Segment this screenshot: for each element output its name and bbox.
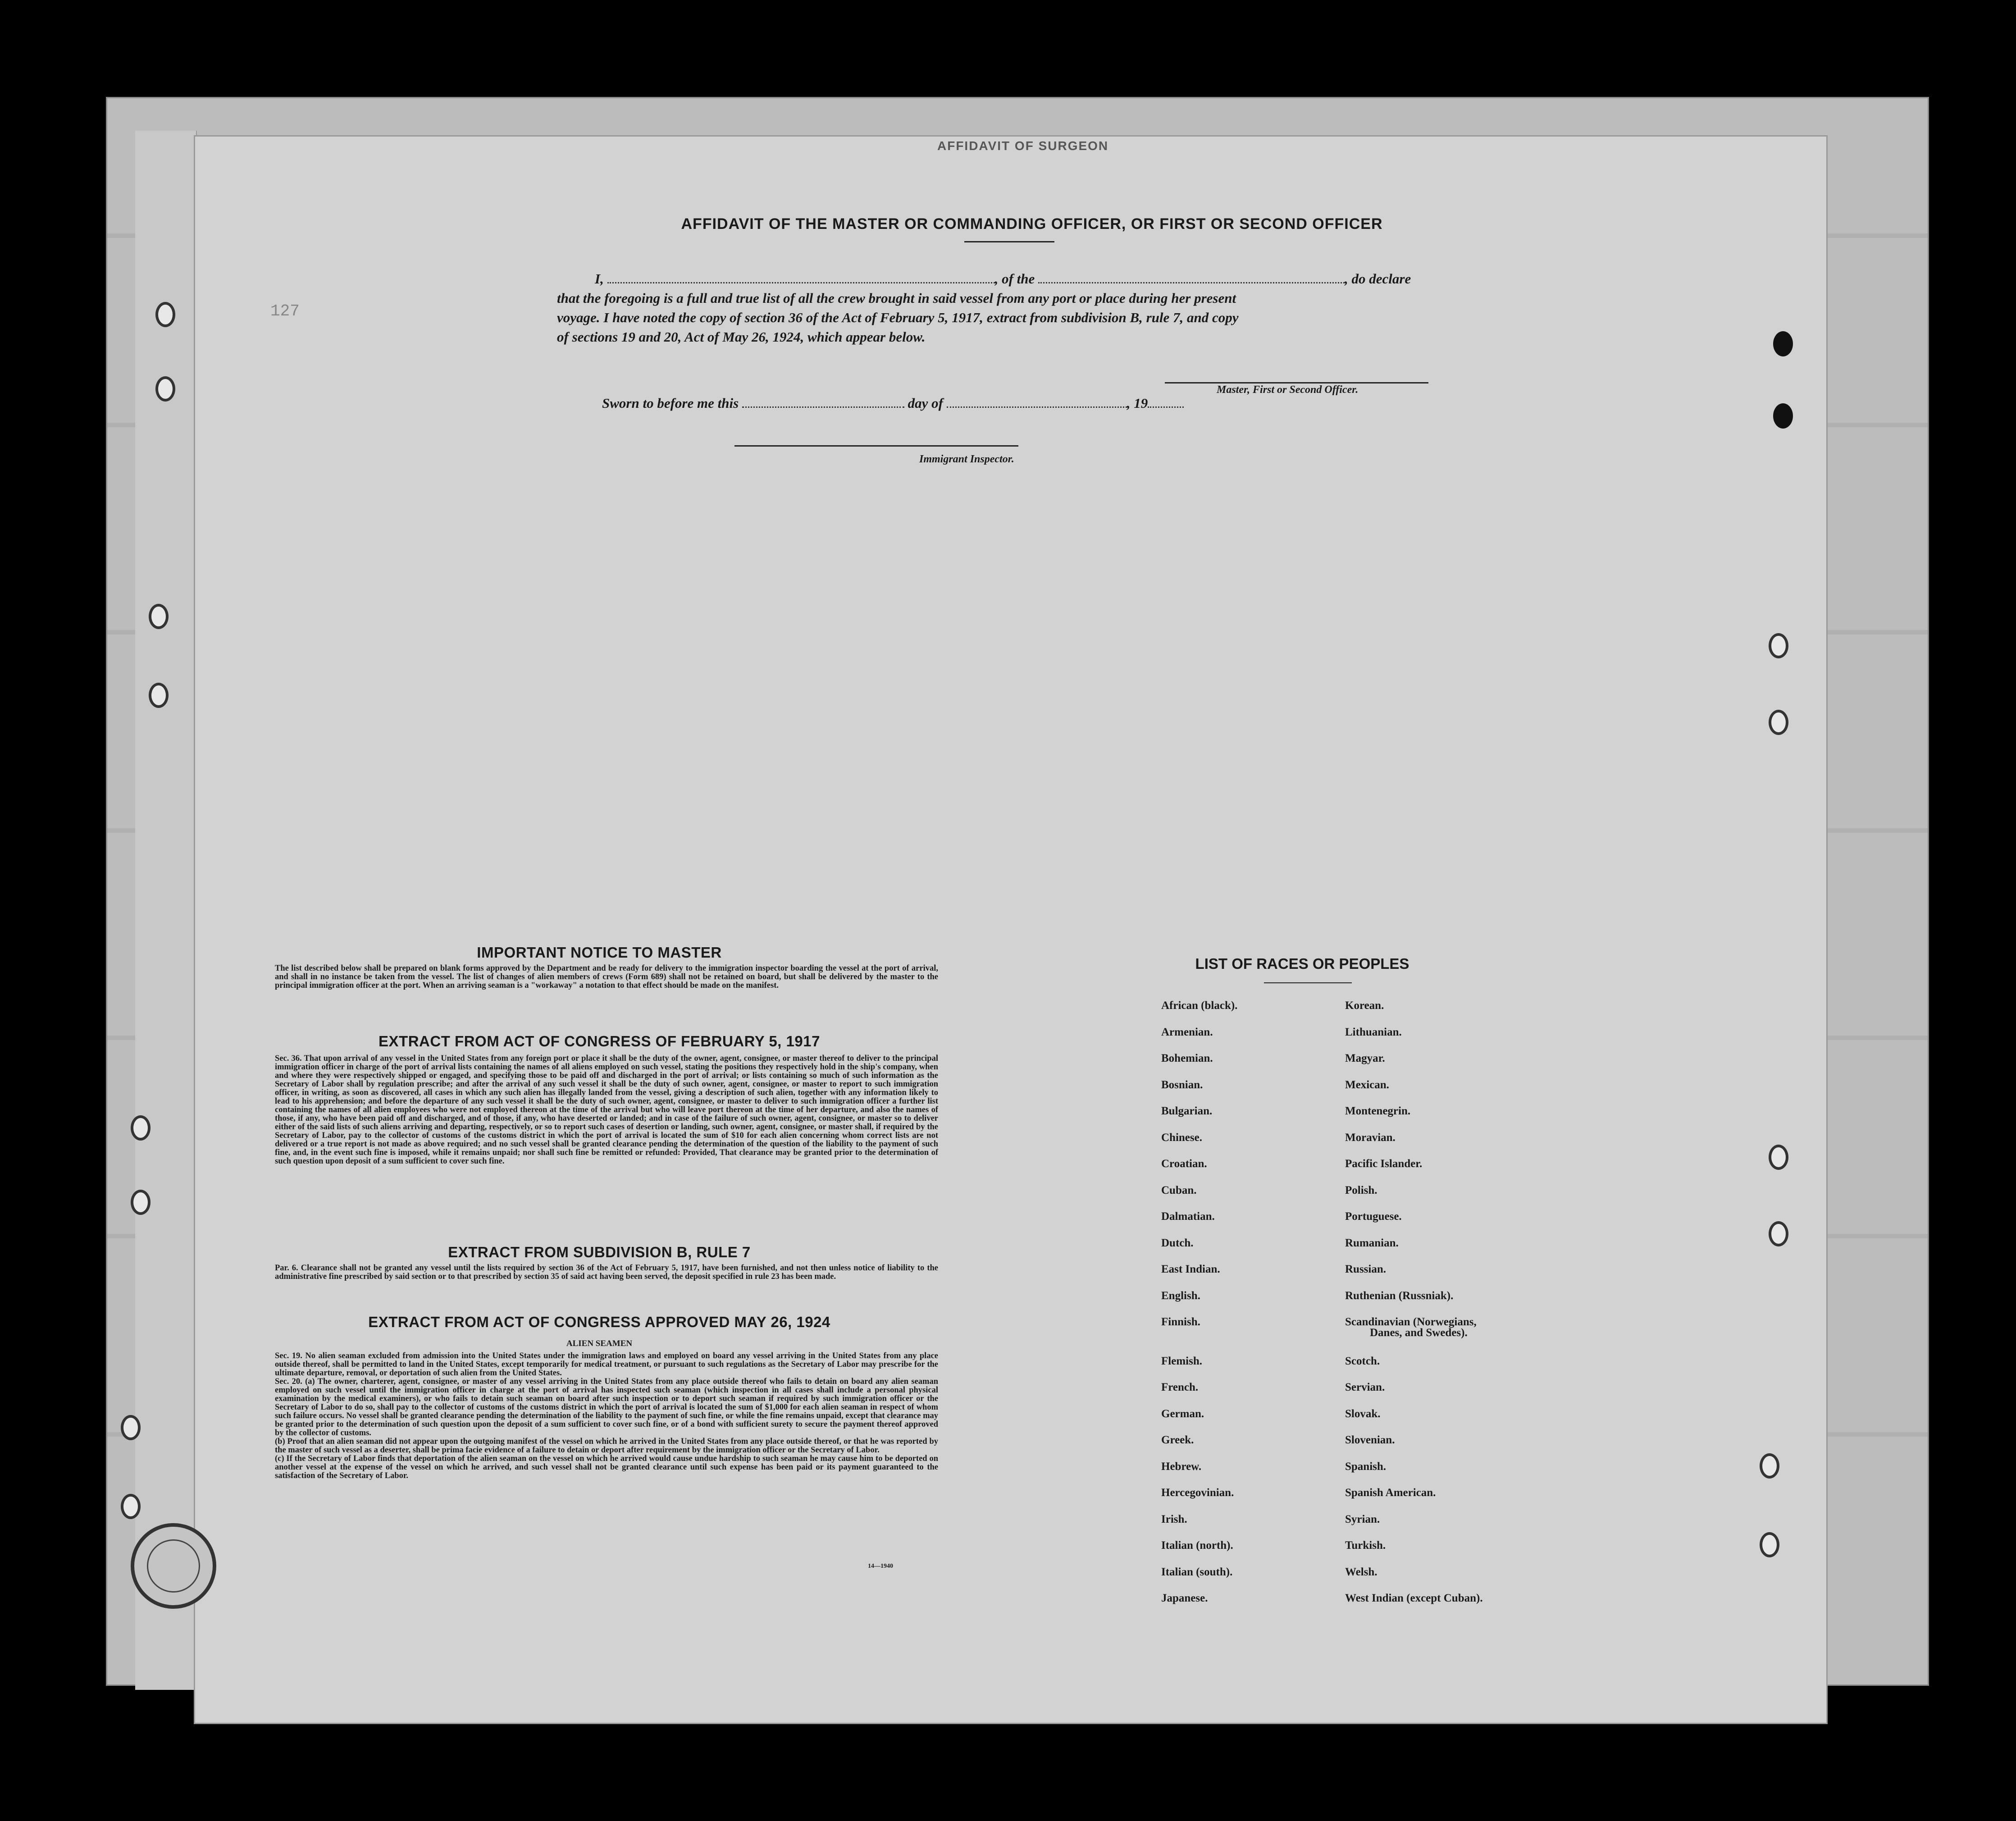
- race-item: Italian (south).: [1161, 1565, 1233, 1578]
- punch-hole: [1773, 331, 1793, 356]
- race-item: Croatian.: [1161, 1158, 1207, 1170]
- race-item: Servian.: [1345, 1381, 1385, 1393]
- race-item: Portuguese.: [1345, 1210, 1402, 1223]
- punch-hole: [1769, 1145, 1788, 1170]
- name-field[interactable]: [607, 282, 995, 283]
- race-item: Hercegovinian.: [1161, 1487, 1234, 1499]
- extract-1917-title: EXTRACT FROM ACT OF CONGRESS OF FEBRUARY 5, 1917: [379, 1033, 820, 1050]
- extract-1924-text: Sec. 19. No alien seaman excluded from admission into the United States under the immigration laws and employed on board any vessel arriving in the United States from any place outside thereof, shall be permitted to land in the United States, except temporarily for medical treatment, or pursuant to such regulations as the Secretary of Labor may prescribe for the ultimate departure, removal, or deportation of such alien from the United States. Sec. 20. (a) The owner, charterer, agent, consignee, or master of any vessel arriving in the United States from any place outside thereof who fails to detain on board any alien seaman employed on such vessel until the immigration officer in charge at the port of arrival has inspected such seaman (which inspection in all cases shall include a personal physical examination by the medical examiners), or who fails to detain such seaman on board after such inspection or to deport such seaman if required by such immigration officer or the Secretary of Labor to do so, shall pay to the collector of customs of the customs district in which the port of arrival is located the sum of $1,000 for each alien seaman in respect of whom such failure occurs. No vessel shall be granted clearance pending the determination of the liability to the payment of such fine, or while the fine remains unpaid, except that clearance may be granted prior to the determination of such question upon the deposit of a sum sufficient to cover such fine, or of a bond with sufficient surety to secure the payment thereof approved by the collector of customs. (b) Proof that an alien seaman did not appear upon the outgoing manifest of the vessel on which he arrived in the United States from any place outside thereof, or that he was reported by the master of such vessel as a deserter, shall be prima facie evidence of a failure to detain or deport after requirement by the immigration officer or the Secretary of Labor. (c) If the Secretary of Labor finds that deportation of the alien seaman on the vessel on which he arrived would cause undue hardship to such seaman he may cause him to be deported on another vessel at the expense of the vessel on which he arrived, and such vessel shall not be granted clearance until such expense has been paid or its payment guaranteed to the satisfaction of the Secretary of Labor.: [275, 1351, 938, 1480]
- punch-hole: [149, 604, 169, 629]
- inspector-signature-line[interactable]: [734, 445, 1018, 447]
- race-item: Montenegrin.: [1345, 1105, 1411, 1117]
- race-item: Spanish American.: [1345, 1487, 1436, 1499]
- race-item: German.: [1161, 1407, 1204, 1420]
- sworn-line: Sworn to before me this day of , 19: [602, 393, 1278, 413]
- race-item: Japanese.: [1161, 1592, 1208, 1604]
- sworn-month-field[interactable]: [947, 406, 1127, 408]
- master-signature-line[interactable]: [1165, 382, 1428, 383]
- punch-hole: [1769, 633, 1788, 658]
- race-item: Armenian.: [1161, 1026, 1213, 1038]
- punch-hole: [121, 1415, 141, 1440]
- race-item: Spanish.: [1345, 1460, 1387, 1473]
- race-item: Cuban.: [1161, 1184, 1197, 1196]
- rule7-text: Par. 6. Clearance shall not be granted any vessel until the lists required by section 36 of the Act of February 5, 1917, have been furnished, and not then unless notice of liability to the administrative fine prescribed by said section or to that prescribed by section 35 of said act having been served, the deposit specified in rule 23 has been made.: [275, 1264, 938, 1281]
- race-item: Bohemian.: [1161, 1052, 1213, 1064]
- race-item: Slovak.: [1345, 1407, 1381, 1420]
- race-item: Polish.: [1345, 1184, 1377, 1196]
- punch-hole: [155, 376, 175, 402]
- race-item: Ruthenian (Russniak).: [1345, 1289, 1454, 1302]
- punch-hole: [149, 683, 169, 708]
- master-signature-label: Master, First or Second Officer.: [1217, 384, 1359, 396]
- affidavit-title: AFFIDAVIT OF THE MASTER OR COMMANDING OFFICER, OR FIRST OR SECOND OFFICER: [681, 215, 1383, 233]
- race-item: West Indian (except Cuban).: [1345, 1592, 1483, 1604]
- alien-seamen-subtitle: ALIEN SEAMEN: [566, 1339, 633, 1348]
- race-item: Syrian.: [1345, 1513, 1380, 1525]
- race-item: Bosnian.: [1161, 1078, 1203, 1091]
- punch-hole: [1773, 403, 1793, 429]
- punch-hole: [131, 1190, 151, 1215]
- race-item: African (black).: [1161, 999, 1238, 1012]
- punch-hole: [1769, 710, 1788, 735]
- affidavit-form-page: [194, 135, 1828, 1724]
- form-number: 14—1940: [868, 1563, 893, 1570]
- title-underline: [964, 241, 1054, 242]
- race-item: Finnish.: [1161, 1316, 1200, 1328]
- race-item: Lithuanian.: [1345, 1026, 1402, 1038]
- punch-hole: [155, 302, 175, 327]
- surgeon-header: AFFIDAVIT OF SURGEON: [937, 139, 1109, 153]
- sworn-year-field[interactable]: [1148, 406, 1184, 408]
- notice-title: IMPORTANT NOTICE TO MASTER: [477, 944, 722, 961]
- race-item: East Indian.: [1161, 1263, 1220, 1275]
- extract-1917-text: Sec. 36. That upon arrival of any vessel in the United States from any foreign port or place it shall be the duty of the owner, agent, consignee, or master thereof to deliver to the principal immigration officer in charge of the port of arrival lists containing the names of all aliens employed on such vessel, stating the positions they respectively hold in the ship's company, when and where they were respectively shipped or engaged, and specifying those to be paid off and discharged in the port of arrival; or lists containing so much of such information as the Secretary of Labor shall by regulation prescribe; and after the arrival of any such vessel it shall be the duty of such owner, agent, consignee, or master to report to such immigration officer, in writing, as soon as discovered, all cases in which any such alien has illegally landed from the vessel, giving a description of such alien, together with any information likely to lead to his apprehension; and before the departure of any such vessel it shall be the duty of such owner, agent, consignee, or master to deliver to such immigration officer a further list containing the names of all alien employees who were not employed thereon at the time of the arrival but who will leave port thereon at the time of her departure, and also the names of those, if any, who have been paid off and discharged, and of those, if any, who have deserted or landed; and in case of the failure of such owner, agent, consignee, or master so to deliver either of the said lists of such aliens arriving and departing, respectively, or so to report such cases of desertion or landing, such owner, agent, consignee, or master shall, if required by the Secretary of Labor, pay to the collector of customs of the customs district in which the port of arrival is located the sum of $10 for each alien concerning whom correct lists are not delivered or a true report is not made as above required; and no such vessel shall be granted clearance pending the determination of the question of the liability to the payment of such fine, and, in the event such fine is imposed, while it remains unpaid; nor shall such fine be remitted or refunded: Provided, That clearance may be granted prior to the determination of such question upon deposit of a sum sufficient to cover such fine.: [275, 1054, 938, 1166]
- race-item: Greek.: [1161, 1434, 1194, 1446]
- rule7-title: EXTRACT FROM SUBDIVISION B, RULE 7: [448, 1244, 751, 1260]
- race-item: Magyar.: [1345, 1052, 1385, 1064]
- races-title-underline: [1264, 982, 1352, 983]
- race-item: Dalmatian.: [1161, 1210, 1215, 1223]
- left-binding-strip: [135, 131, 197, 1690]
- sworn-day-field[interactable]: [742, 406, 904, 408]
- race-item: Flemish.: [1161, 1355, 1202, 1367]
- races-title: LIST OF RACES OR PEOPLES: [1195, 955, 1409, 972]
- race-item: English.: [1161, 1289, 1200, 1302]
- port-stamp: [131, 1523, 216, 1609]
- affidavit-line-2: that the foregoing is a full and true list of all the crew brought in said vessel from any port or place during her present: [557, 290, 1236, 306]
- notice-text: The list described below shall be prepared on blank forms approved by the Department and be ready for delivery to the immigration inspector boarding the vessel at the port of arrival, and shall in no instance be taken from the vessel. The list of changes of alien members of crews (Form 689) shall not be retained on board, but shall be delivered by the master to the principal immigration officer at the port. When an arriving seaman is a "workaway" a notation to that effect should be made on the manifest.: [275, 964, 938, 990]
- race-item: Scandinavian (Norwegians,: [1345, 1316, 1477, 1328]
- punch-hole: [1769, 1221, 1788, 1246]
- race-item: French.: [1161, 1381, 1199, 1393]
- race-item: Russian.: [1345, 1263, 1387, 1275]
- affidavit-line-4: of sections 19 and 20, Act of May 26, 1924, which appear below.: [557, 329, 926, 345]
- punch-hole: [1760, 1532, 1779, 1557]
- extract-1924-title: EXTRACT FROM ACT OF CONGRESS APPROVED MAY 26, 1924: [368, 1314, 830, 1330]
- race-item: Italian (north).: [1161, 1539, 1233, 1552]
- race-item: Hebrew.: [1161, 1460, 1202, 1473]
- race-item: Pacific Islander.: [1345, 1158, 1423, 1170]
- vessel-field[interactable]: [1038, 282, 1345, 283]
- race-item: Welsh.: [1345, 1565, 1377, 1578]
- race-item: Chinese.: [1161, 1131, 1202, 1144]
- race-item: Dutch.: [1161, 1237, 1194, 1249]
- race-item: Slovenian.: [1345, 1434, 1395, 1446]
- race-item: Moravian.: [1345, 1131, 1396, 1144]
- race-item: Rumanian.: [1345, 1237, 1399, 1249]
- race-item-continuation: Danes, and Swedes).: [1370, 1327, 1468, 1339]
- punch-hole: [131, 1115, 151, 1141]
- race-item: Turkish.: [1345, 1539, 1386, 1552]
- race-item: Mexican.: [1345, 1078, 1389, 1091]
- punch-hole: [121, 1494, 141, 1519]
- inspector-signature-label: Immigrant Inspector.: [919, 453, 1014, 465]
- affidavit-line-1: I, , of the , do declare: [595, 271, 1411, 287]
- punch-hole: [1760, 1453, 1779, 1479]
- race-item: Bulgarian.: [1161, 1105, 1213, 1117]
- race-item: Korean.: [1345, 999, 1384, 1012]
- affidavit-line-3: voyage. I have noted the copy of section 36 of the Act of February 5, 1917, extract from subdivision B, rule 7, and copy: [557, 310, 1239, 325]
- race-item: Irish.: [1161, 1513, 1187, 1525]
- ghost-page-number: 127: [270, 302, 300, 320]
- race-item: Scotch.: [1345, 1355, 1380, 1367]
